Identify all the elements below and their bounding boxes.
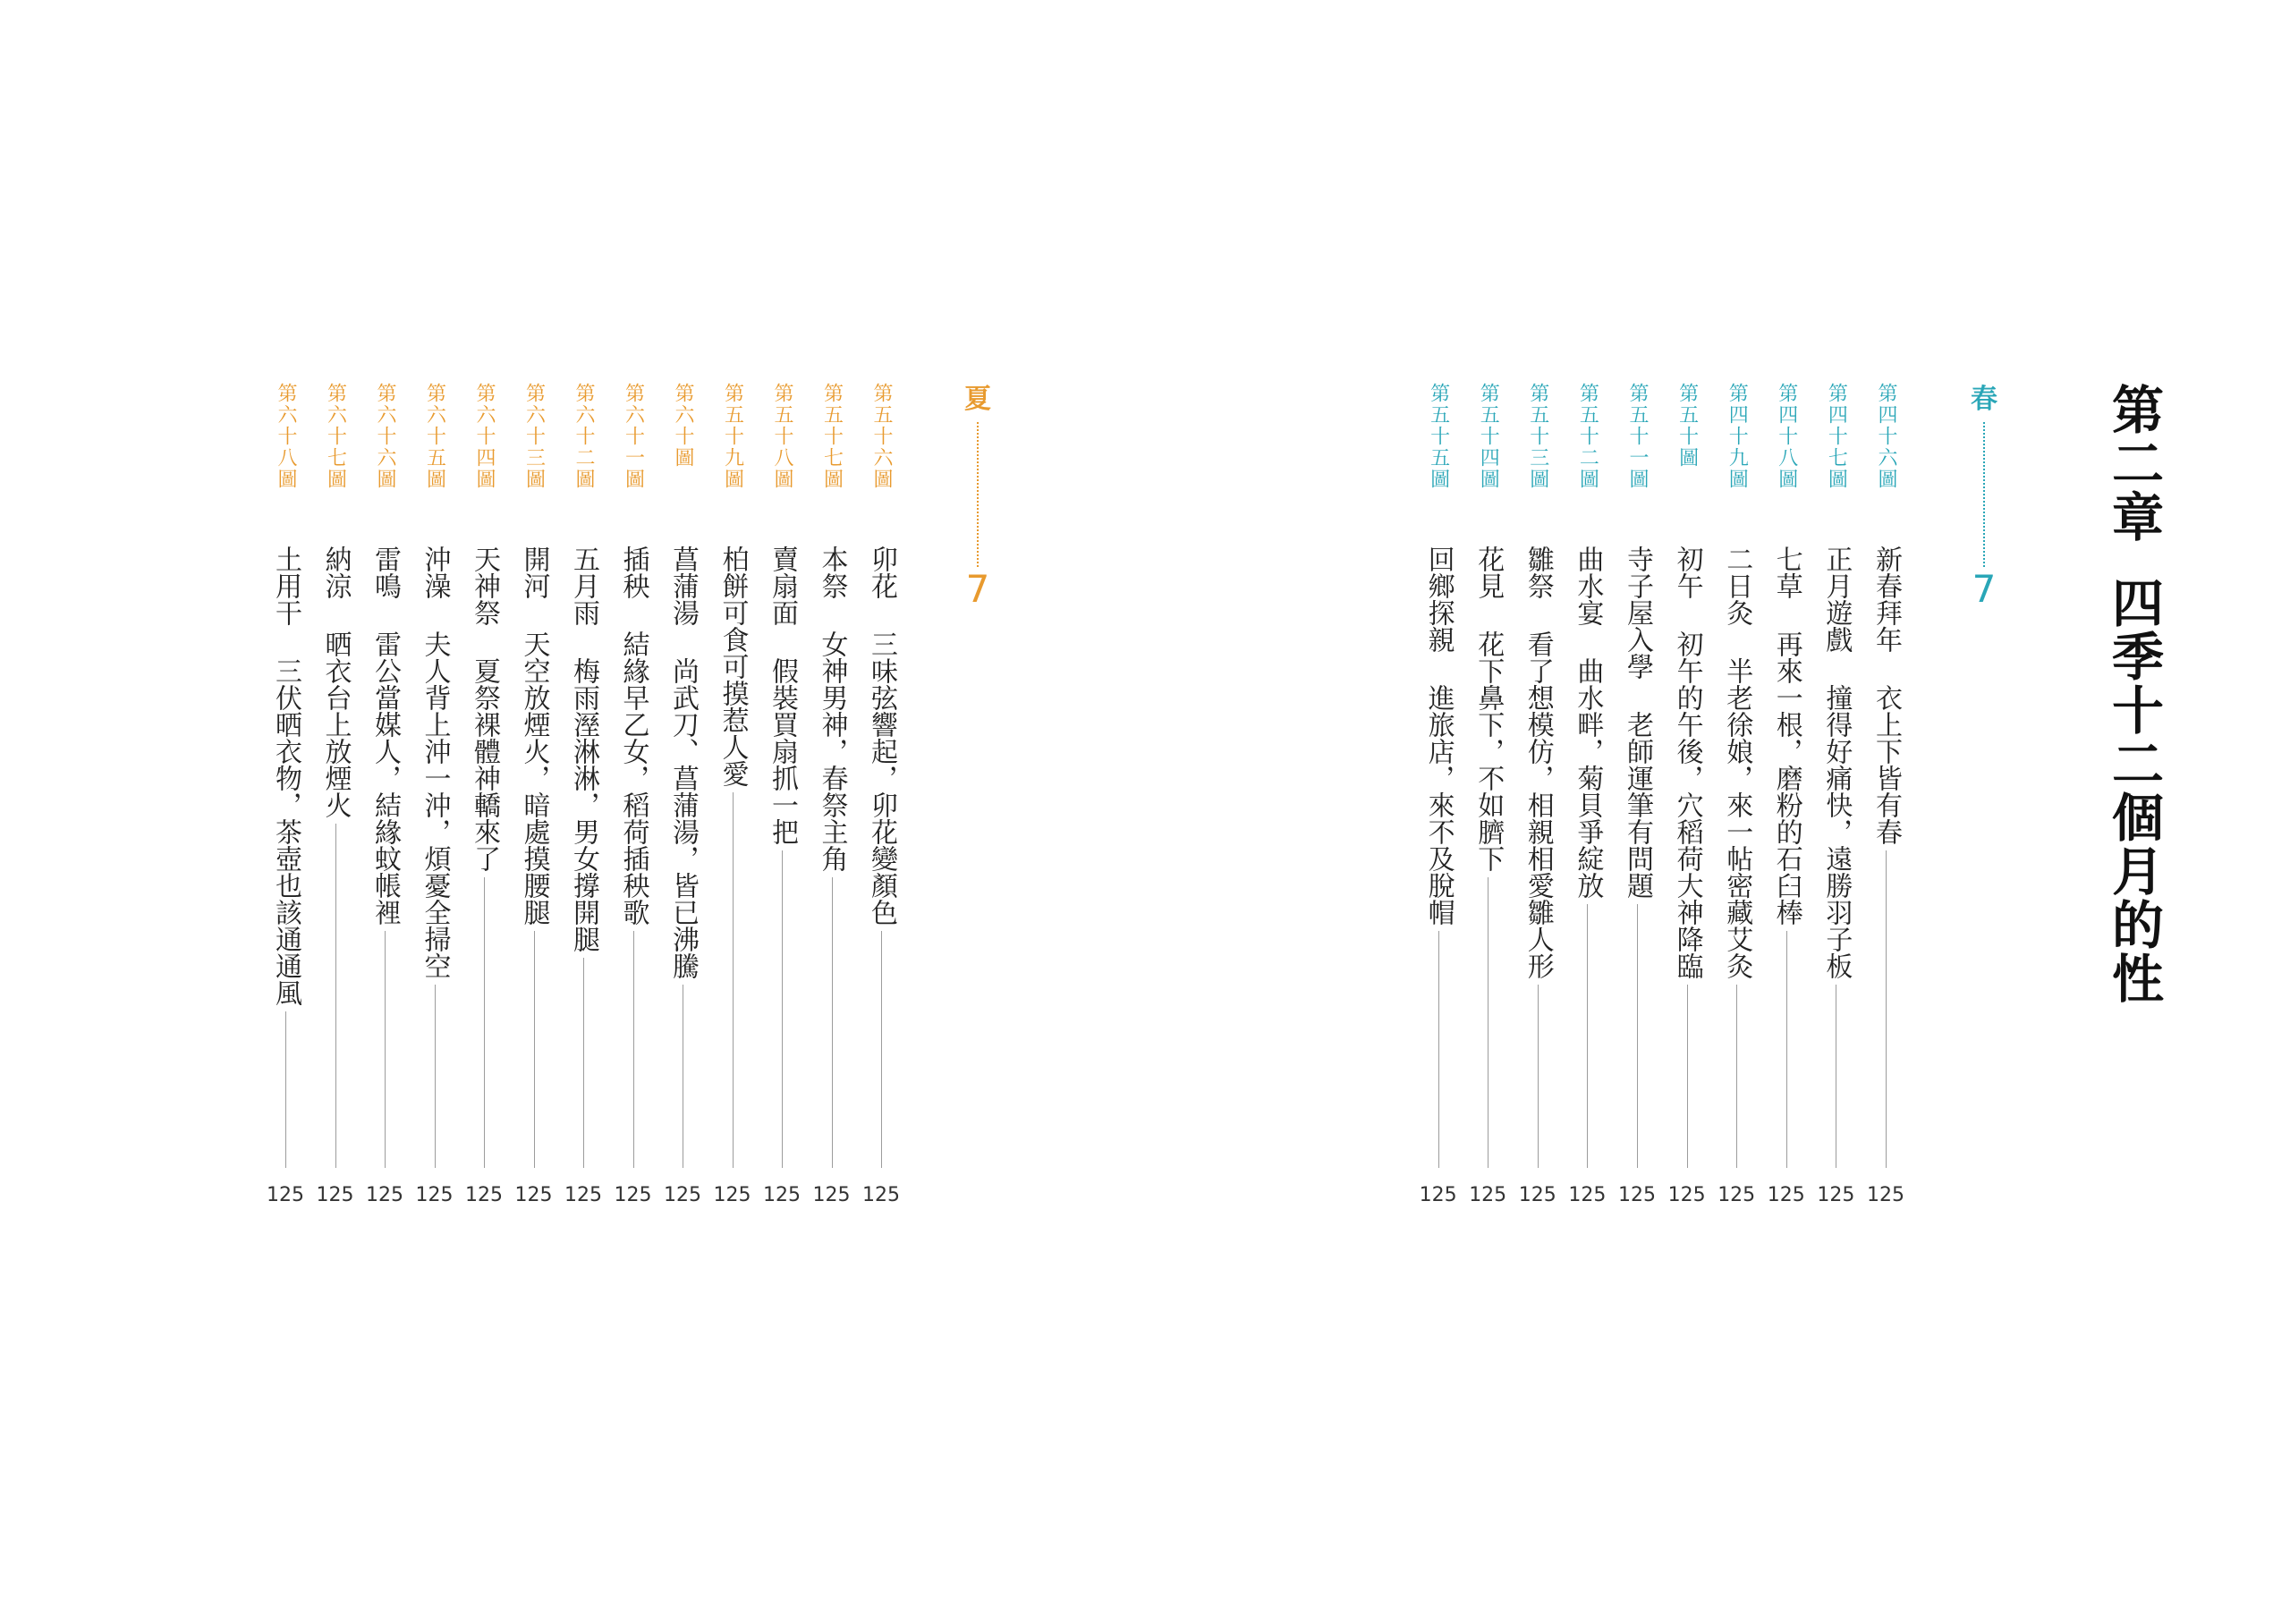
toc-entry[interactable] bbox=[564, 383, 603, 1205]
toc-entry-page-number: 125 bbox=[1518, 1184, 1556, 1206]
toc-entry-title: 新春拜年 衣上下皆有春 bbox=[1870, 546, 1902, 845]
toc-entry-page-number: 125 bbox=[812, 1184, 851, 1206]
toc-entry-figure-number: 第五十六圖 bbox=[870, 383, 893, 490]
toc-entry-title: 賣扇面 假裝買扇抓一把 bbox=[767, 546, 798, 845]
toc-entry-title: 開河 天空放煙火，暗處摸腰腿 bbox=[518, 546, 550, 926]
toc-entry-page-number: 125 bbox=[267, 1184, 304, 1206]
toc-entry[interactable] bbox=[1816, 383, 1855, 1205]
toc-entry-figure-number: 第五十三圖 bbox=[1526, 383, 1549, 490]
toc-entry-figure-number: 第五十二圖 bbox=[1576, 383, 1599, 490]
toc-entry-figure-number: 第六十六圖 bbox=[374, 383, 396, 490]
toc-entry-leader-line bbox=[633, 931, 634, 1168]
season-spring-label: 春 bbox=[1971, 384, 1997, 415]
toc-entry-figure-number: 第六十八圖 bbox=[275, 383, 297, 490]
toc-entry-leader-line bbox=[832, 877, 833, 1168]
season-summer-leader bbox=[977, 422, 979, 567]
toc-entry-leader-line bbox=[285, 1011, 286, 1168]
toc-entry[interactable] bbox=[762, 383, 802, 1205]
toc-entry-leader-line bbox=[1637, 904, 1638, 1168]
toc-entry-title: 曲水宴 曲水畔，菊貝爭綻放 bbox=[1572, 546, 1604, 899]
toc-entry[interactable] bbox=[1767, 383, 1806, 1205]
toc-entry-figure-number: 第五十九圖 bbox=[721, 383, 744, 490]
season-spring-page: 7 bbox=[1972, 567, 1997, 611]
toc-entry-page-number: 125 bbox=[1867, 1184, 1904, 1206]
toc-entry[interactable] bbox=[1518, 383, 1557, 1205]
toc-entry-leader-line bbox=[435, 985, 436, 1168]
season-spring-leader bbox=[1983, 422, 1985, 567]
toc-entry[interactable] bbox=[365, 383, 404, 1205]
toc-entry-page-number: 125 bbox=[465, 1184, 503, 1206]
toc-entry-page-number: 125 bbox=[614, 1184, 652, 1206]
toc-entry[interactable] bbox=[663, 383, 702, 1205]
toc-entry-title: 天神祭 夏祭裸體神轎來了 bbox=[469, 546, 500, 872]
toc-entry-page-number: 125 bbox=[316, 1184, 354, 1206]
season-summer-label: 夏 bbox=[964, 384, 991, 415]
toc-entry-figure-number: 第四十七圖 bbox=[1825, 383, 1848, 490]
toc-entry-figure-number: 第六十三圖 bbox=[522, 383, 546, 490]
toc-entry-title: 五月雨 梅雨溼淋淋，男女撐開腿 bbox=[568, 546, 599, 952]
toc-entry-page-number: 125 bbox=[763, 1184, 801, 1206]
toc-entry-page-number: 125 bbox=[1817, 1184, 1855, 1206]
toc-entry-title: 沖澡 夫人背上沖一沖，煩憂全掃空 bbox=[419, 546, 451, 979]
toc-entry-figure-number: 第四十九圖 bbox=[1726, 383, 1749, 490]
season-summer-page: 7 bbox=[965, 567, 990, 611]
toc-entry-page-number: 125 bbox=[862, 1184, 900, 1206]
toc-entry-figure-number: 第六十四圖 bbox=[473, 383, 496, 490]
toc-entry[interactable] bbox=[415, 383, 454, 1205]
toc-entry-leader-line bbox=[1587, 904, 1588, 1168]
toc-entry-title: 納涼 晒衣台上放煙火 bbox=[319, 546, 352, 818]
toc-entry-figure-number: 第五十四圖 bbox=[1477, 383, 1500, 490]
chapter-title bbox=[2103, 383, 2164, 1005]
toc-entry-leader-line bbox=[1687, 985, 1688, 1168]
toc-entry-page-number: 125 bbox=[366, 1184, 403, 1206]
toc-entry[interactable] bbox=[1468, 383, 1507, 1205]
toc-entry[interactable] bbox=[812, 383, 852, 1205]
chapter-name: 四季十二個月的性 bbox=[2103, 576, 2164, 1005]
toc-entry-leader-line bbox=[335, 824, 336, 1168]
toc-entry-page-number: 125 bbox=[664, 1184, 701, 1206]
toc-entry-figure-number: 第六十一圖 bbox=[622, 383, 645, 490]
toc-entry-title: 初午 初午的午後，穴稻荷大神降臨 bbox=[1671, 546, 1703, 979]
toc-entry-leader-line bbox=[782, 850, 783, 1168]
toc-entry-title: 柏餅可食可摸惹人愛 bbox=[717, 546, 749, 787]
toc-entry[interactable] bbox=[1419, 383, 1458, 1205]
toc-entry-title: 菖蒲湯 尚武刀、菖蒲湯，皆已沸騰 bbox=[667, 546, 699, 979]
toc-entry[interactable] bbox=[1617, 383, 1657, 1205]
toc-entry[interactable] bbox=[861, 383, 901, 1205]
toc-entry-figure-number: 第六十七圖 bbox=[324, 383, 347, 490]
toc-entry-page-number: 125 bbox=[1568, 1184, 1607, 1206]
toc-entry-page-number: 125 bbox=[514, 1184, 553, 1206]
toc-entry[interactable] bbox=[514, 383, 554, 1205]
toc-entry[interactable] bbox=[316, 383, 355, 1205]
toc-entry-title: 正月遊戲 撞得好痛快，遠勝羽子板 bbox=[1820, 546, 1853, 979]
toc-entry-title: 雷鳴 雷公當媒人，結緣蚊帳裡 bbox=[369, 546, 401, 926]
chapter-number: 第二章 bbox=[2103, 383, 2164, 544]
toc-entry-figure-number: 第五十圖 bbox=[1675, 383, 1699, 469]
toc-entry-figure-number: 第六十二圖 bbox=[572, 383, 595, 490]
toc-entry-leader-line bbox=[484, 877, 485, 1168]
toc-entry-title: 土用干 三伏晒衣物，茶壺也該通通風 bbox=[270, 546, 301, 1006]
toc-entry-title: 七草 再來一根，磨粉的石臼棒 bbox=[1770, 546, 1802, 926]
toc-entry-page-number: 125 bbox=[1618, 1184, 1656, 1206]
toc-entry-leader-line bbox=[1538, 985, 1539, 1168]
toc-entry-page-number: 125 bbox=[1767, 1184, 1805, 1206]
toc-entry-title: 插秧 結緣早乙女，稻荷插秧歌 bbox=[617, 546, 649, 926]
toc-entry[interactable] bbox=[614, 383, 653, 1205]
toc-entry-page-number: 125 bbox=[564, 1184, 602, 1206]
toc-entry-title: 本祭 女神男神，春祭主角 bbox=[816, 546, 848, 872]
toc-entry[interactable] bbox=[713, 383, 752, 1205]
toc-entry-leader-line bbox=[881, 931, 882, 1168]
toc-entry-leader-line bbox=[733, 792, 734, 1168]
toc-entry[interactable] bbox=[1667, 383, 1707, 1205]
toc-entry-figure-number: 第四十六圖 bbox=[1875, 383, 1897, 490]
toc-entry-figure-number: 第四十八圖 bbox=[1775, 383, 1798, 490]
toc-entry[interactable] bbox=[1717, 383, 1756, 1205]
toc-entry-page-number: 125 bbox=[1667, 1184, 1706, 1206]
toc-entry-page-number: 125 bbox=[1718, 1184, 1756, 1206]
toc-entry-title: 回鄉探親 進旅店，來不及脫帽 bbox=[1422, 546, 1455, 926]
toc-entry-leader-line bbox=[1786, 931, 1787, 1168]
toc-entry-figure-number: 第五十五圖 bbox=[1427, 383, 1450, 490]
toc-entry-title: 雛祭 看了想模仿，相親相愛雛人形 bbox=[1522, 546, 1554, 979]
toc-entry-leader-line bbox=[583, 958, 584, 1168]
toc-entry-figure-number: 第六十五圖 bbox=[423, 383, 446, 490]
toc-entry-figure-number: 第五十八圖 bbox=[771, 383, 793, 490]
toc-entry-page-number: 125 bbox=[1469, 1184, 1507, 1206]
toc-entry[interactable] bbox=[266, 383, 305, 1205]
toc-entry-title: 卯花 三味弦響起，卯花變顏色 bbox=[866, 546, 897, 926]
toc-entry-figure-number: 第六十圖 bbox=[672, 383, 694, 469]
toc-entry-page-number: 125 bbox=[415, 1184, 454, 1206]
toc-entry-figure-number: 第五十七圖 bbox=[820, 383, 844, 490]
toc-entry-leader-line bbox=[1886, 850, 1887, 1168]
toc-entry[interactable] bbox=[1866, 383, 1905, 1205]
toc-entry-title: 花見 花下鼻下，不如臍下 bbox=[1472, 546, 1505, 872]
toc-entry-leader-line bbox=[534, 931, 535, 1168]
toc-entry-leader-line bbox=[1736, 985, 1737, 1168]
toc-entry-figure-number: 第五十一圖 bbox=[1626, 383, 1649, 490]
toc-entry-leader-line bbox=[1438, 931, 1439, 1168]
toc-entry-page-number: 125 bbox=[713, 1184, 751, 1206]
toc-entry[interactable] bbox=[1567, 383, 1607, 1205]
toc-entry-title: 二日灸 半老徐娘，來一帖密藏艾灸 bbox=[1721, 546, 1753, 979]
toc-entry-leader-line bbox=[385, 931, 386, 1168]
toc-entry[interactable] bbox=[464, 383, 504, 1205]
toc-entry-page-number: 125 bbox=[1419, 1184, 1457, 1206]
toc-entry-title: 寺子屋入學 老師運筆有問題 bbox=[1622, 546, 1653, 899]
